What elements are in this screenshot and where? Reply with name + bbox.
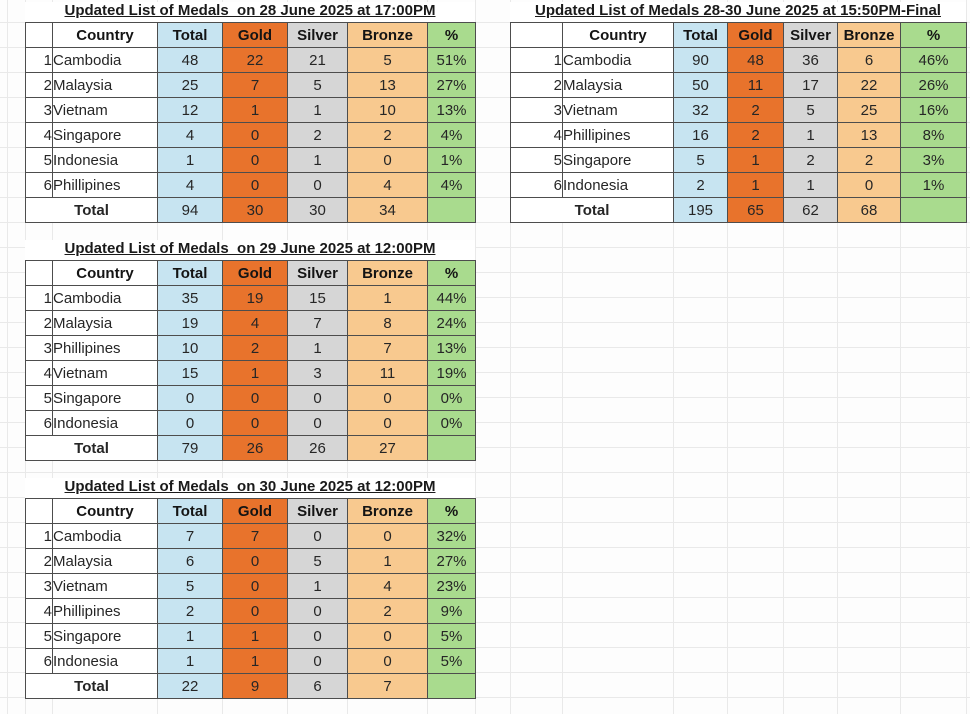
header-total[interactable]: Total [158,261,223,286]
cell-silver[interactable]: 36 [784,48,838,73]
cell-total[interactable]: 6 [158,549,223,574]
medal-table-28-30-june-final [510,22,967,223]
header-bronze[interactable]: Bronze [348,499,428,524]
cell-percent[interactable]: 1% [428,148,476,173]
cell-total[interactable]: 4 [158,123,223,148]
medal-table-28-june [25,22,476,223]
cell-country[interactable]: Singapore [563,148,674,173]
header-gold[interactable]: Gold [728,23,784,48]
cell-total[interactable]: 15 [158,361,223,386]
total-row [511,198,967,223]
cell-total[interactable]: 4 [158,173,223,198]
header-total[interactable]: Total [158,499,223,524]
cell-country[interactable]: Singapore [53,123,158,148]
cell-rank[interactable]: 2 [511,73,563,98]
cell-rank[interactable]: 1 [511,48,563,73]
medal-table-29-june [25,260,476,461]
table-row [26,524,476,549]
cell-percent[interactable]: 19% [428,361,476,386]
cell-bronze[interactable]: 1 [348,549,428,574]
cell-rank[interactable]: 3 [26,574,53,599]
header-row [26,499,476,524]
table-row [26,599,476,624]
header-percent[interactable]: % [901,23,967,48]
cell-silver[interactable]: 0 [288,173,348,198]
header-row [26,23,476,48]
table-row [511,48,967,73]
cell-rank[interactable]: 4 [26,123,53,148]
table-row [26,48,476,73]
cell-total[interactable]: 19 [158,311,223,336]
cell-bronze[interactable]: 25 [838,98,901,123]
cell-bronze[interactable]: 0 [348,649,428,674]
cell-total[interactable]: 2 [158,599,223,624]
total-bronze[interactable]: 34 [348,198,428,223]
cell-total[interactable]: 90 [674,48,728,73]
cell-rank[interactable]: 3 [511,98,563,123]
medal-table-section-30-june [25,478,475,699]
table-row [511,148,967,173]
table-title[interactable]: Updated List of Medals 28-30 June 2025 at 15:50PM-Final [535,2,941,19]
cell-bronze[interactable]: 22 [838,73,901,98]
total-gold[interactable]: 9 [223,674,288,699]
cell-gold[interactable]: 0 [223,386,288,411]
medal-table-section-28-30-june-final [510,2,966,223]
cell-country[interactable]: Singapore [53,386,158,411]
cell-total[interactable]: 0 [158,411,223,436]
cell-percent[interactable]: 46% [901,48,967,73]
cell-silver[interactable]: 15 [288,286,348,311]
header-total[interactable]: Total [158,23,223,48]
total-label[interactable]: Total [26,198,158,223]
cell-bronze[interactable]: 13 [348,73,428,98]
header-total[interactable]: Total [674,23,728,48]
table-row [511,73,967,98]
cell-rank[interactable]: 5 [26,624,53,649]
cell-gold[interactable]: 1 [223,98,288,123]
cell-rank[interactable]: 4 [511,123,563,148]
cell-percent[interactable]: 51% [428,48,476,73]
table-row [511,123,967,148]
cell-gold[interactable]: 0 [223,173,288,198]
header-country[interactable]: Country [53,499,158,524]
header-silver[interactable]: Silver [288,261,348,286]
cell-total[interactable]: 35 [158,286,223,311]
header-percent[interactable]: % [428,499,476,524]
cell-gold[interactable]: 19 [223,286,288,311]
cell-silver[interactable]: 0 [288,386,348,411]
cell-gold[interactable]: 0 [223,574,288,599]
cell-country[interactable]: Phillipines [53,599,158,624]
cell-percent[interactable]: 4% [428,123,476,148]
cell-rank[interactable]: 1 [26,524,53,549]
cell-total[interactable]: 25 [158,73,223,98]
cell-country[interactable]: Cambodia [53,286,158,311]
table-row [26,386,476,411]
cell-percent[interactable]: 13% [428,336,476,361]
total-percent[interactable] [901,198,967,223]
cell-total[interactable]: 50 [674,73,728,98]
cell-country[interactable]: Malaysia [53,311,158,336]
total-silver[interactable]: 26 [288,436,348,461]
header-country[interactable]: Country [563,23,674,48]
header-gold[interactable]: Gold [223,23,288,48]
total-silver[interactable]: 30 [288,198,348,223]
cell-percent[interactable]: 23% [428,574,476,599]
cell-bronze[interactable]: 2 [348,123,428,148]
table-row [26,649,476,674]
cell-bronze[interactable]: 0 [348,624,428,649]
cell-bronze[interactable]: 8 [348,311,428,336]
cell-gold[interactable]: 0 [223,123,288,148]
cell-country[interactable]: Phillipines [53,173,158,198]
cell-country[interactable]: Indonesia [53,148,158,173]
cell-country[interactable]: Singapore [53,624,158,649]
total-gold[interactable]: 65 [728,198,784,223]
total-row [26,436,476,461]
cell-total[interactable]: 32 [674,98,728,123]
cell-bronze[interactable]: 0 [348,148,428,173]
cell-country[interactable]: Cambodia [53,48,158,73]
cell-country[interactable]: Indonesia [563,173,674,198]
cell-country[interactable]: Malaysia [53,73,158,98]
table-title[interactable]: Updated List of Medals on 29 June 2025 at 12:00PM [64,240,436,257]
cell-gold[interactable]: 2 [728,123,784,148]
total-bronze[interactable]: 68 [838,198,901,223]
cell-percent[interactable]: 0% [428,411,476,436]
total-bronze[interactable]: 7 [348,674,428,699]
cell-rank[interactable]: 5 [26,386,53,411]
table-row [511,173,967,198]
cell-silver[interactable]: 2 [784,148,838,173]
cell-total[interactable]: 16 [674,123,728,148]
corner-cell[interactable] [26,499,53,524]
cell-percent[interactable]: 8% [901,123,967,148]
cell-total[interactable]: 1 [158,624,223,649]
total-percent[interactable] [428,198,476,223]
header-bronze[interactable]: Bronze [838,23,901,48]
table-row [26,73,476,98]
cell-rank[interactable]: 3 [26,336,53,361]
cell-bronze[interactable]: 4 [348,574,428,599]
cell-bronze[interactable]: 0 [348,386,428,411]
cell-percent[interactable]: 24% [428,311,476,336]
cell-country[interactable]: Vietnam [53,98,158,123]
cell-percent[interactable]: 3% [901,148,967,173]
cell-silver[interactable]: 3 [288,361,348,386]
cell-rank[interactable]: 6 [26,173,53,198]
total-row [26,198,476,223]
table-row [26,624,476,649]
header-country[interactable]: Country [53,261,158,286]
total-total[interactable]: 79 [158,436,223,461]
table-row [26,148,476,173]
cell-bronze[interactable]: 4 [348,173,428,198]
total-row [26,674,476,699]
cell-silver[interactable]: 5 [784,98,838,123]
table-row [26,574,476,599]
cell-percent[interactable]: 13% [428,98,476,123]
cell-silver[interactable]: 7 [288,311,348,336]
cell-gold[interactable]: 22 [223,48,288,73]
header-silver[interactable]: Silver [288,499,348,524]
medal-table-30-june [25,498,476,699]
cell-country[interactable]: Cambodia [53,524,158,549]
cell-silver[interactable]: 1 [288,148,348,173]
cell-bronze[interactable]: 10 [348,98,428,123]
cell-bronze[interactable]: 2 [348,599,428,624]
cell-total[interactable]: 10 [158,336,223,361]
cell-silver[interactable]: 0 [288,524,348,549]
cell-gold[interactable]: 0 [223,411,288,436]
cell-country[interactable]: Cambodia [563,48,674,73]
cell-silver[interactable]: 1 [784,123,838,148]
total-label[interactable]: Total [26,674,158,699]
cell-bronze[interactable]: 11 [348,361,428,386]
cell-total[interactable]: 2 [674,173,728,198]
cell-percent[interactable]: 0% [428,386,476,411]
total-silver[interactable]: 62 [784,198,838,223]
total-total[interactable]: 22 [158,674,223,699]
cell-country[interactable]: Malaysia [53,549,158,574]
cell-gold[interactable]: 1 [728,148,784,173]
cell-total[interactable]: 5 [158,574,223,599]
header-bronze[interactable]: Bronze [348,23,428,48]
cell-percent[interactable]: 16% [901,98,967,123]
header-gold[interactable]: Gold [223,499,288,524]
header-silver[interactable]: Silver [288,23,348,48]
cell-silver[interactable]: 1 [288,336,348,361]
cell-percent[interactable]: 26% [901,73,967,98]
cell-silver[interactable]: 5 [288,73,348,98]
cell-silver[interactable]: 1 [288,574,348,599]
cell-silver[interactable]: 1 [784,173,838,198]
cell-percent[interactable]: 9% [428,599,476,624]
total-gold[interactable]: 26 [223,436,288,461]
cell-country[interactable]: Malaysia [563,73,674,98]
total-bronze[interactable]: 27 [348,436,428,461]
cell-country[interactable]: Indonesia [53,411,158,436]
total-gold[interactable]: 30 [223,198,288,223]
table-row [26,411,476,436]
corner-cell[interactable] [511,23,563,48]
cell-rank[interactable]: 3 [26,98,53,123]
cell-total[interactable]: 1 [158,649,223,674]
medal-table-section-28-june [25,2,475,223]
cell-silver[interactable]: 0 [288,599,348,624]
cell-bronze[interactable]: 5 [348,48,428,73]
cell-gold[interactable]: 48 [728,48,784,73]
cell-total[interactable]: 5 [674,148,728,173]
cell-bronze[interactable]: 0 [838,173,901,198]
table-row [26,336,476,361]
total-total[interactable]: 94 [158,198,223,223]
medal-table-section-29-june [25,240,475,461]
cell-percent[interactable]: 27% [428,549,476,574]
cell-rank[interactable]: 1 [26,286,53,311]
table-row [26,286,476,311]
cell-bronze[interactable]: 6 [838,48,901,73]
cell-silver[interactable]: 17 [784,73,838,98]
cell-country[interactable]: Phillipines [563,123,674,148]
cell-bronze[interactable]: 7 [348,336,428,361]
cell-rank[interactable]: 5 [511,148,563,173]
cell-bronze[interactable]: 1 [348,286,428,311]
cell-silver[interactable]: 5 [288,549,348,574]
cell-rank[interactable]: 6 [26,649,53,674]
table-title[interactable]: Updated List of Medals on 30 June 2025 at 12:00PM [64,478,436,495]
cell-total[interactable]: 1 [158,148,223,173]
cell-country[interactable]: Vietnam [563,98,674,123]
cell-gold[interactable]: 2 [728,98,784,123]
cell-silver[interactable]: 21 [288,48,348,73]
total-percent[interactable] [428,436,476,461]
cell-country[interactable]: Indonesia [53,649,158,674]
cell-gold[interactable]: 7 [223,524,288,549]
cell-percent[interactable]: 27% [428,73,476,98]
total-total[interactable]: 195 [674,198,728,223]
total-percent[interactable] [428,674,476,699]
header-row [26,261,476,286]
cell-total[interactable]: 7 [158,524,223,549]
total-label[interactable]: Total [26,436,158,461]
cell-gold[interactable]: 1 [223,624,288,649]
table-row [26,123,476,148]
cell-silver[interactable]: 1 [288,98,348,123]
header-gold[interactable]: Gold [223,261,288,286]
cell-rank[interactable]: 1 [26,48,53,73]
cell-silver[interactable]: 0 [288,649,348,674]
cell-percent[interactable]: 44% [428,286,476,311]
corner-cell[interactable] [26,23,53,48]
table-row [26,311,476,336]
cell-bronze[interactable]: 13 [838,123,901,148]
table-row [26,361,476,386]
table-row [26,98,476,123]
cell-gold[interactable]: 2 [223,336,288,361]
cell-country[interactable]: Vietnam [53,361,158,386]
cell-gold[interactable]: 11 [728,73,784,98]
cell-gold[interactable]: 1 [223,361,288,386]
corner-cell[interactable] [26,261,53,286]
cell-total[interactable]: 12 [158,98,223,123]
cell-total[interactable]: 0 [158,386,223,411]
total-label[interactable]: Total [511,198,674,223]
cell-gold[interactable]: 4 [223,311,288,336]
cell-rank[interactable]: 4 [26,599,53,624]
cell-percent[interactable]: 5% [428,624,476,649]
cell-rank[interactable]: 2 [26,311,53,336]
cell-gold[interactable]: 0 [223,549,288,574]
cell-silver[interactable]: 0 [288,624,348,649]
cell-rank[interactable]: 2 [26,73,53,98]
cell-gold[interactable]: 0 [223,148,288,173]
cell-total[interactable]: 48 [158,48,223,73]
header-country[interactable]: Country [53,23,158,48]
header-percent[interactable]: % [428,23,476,48]
cell-rank[interactable]: 6 [511,173,563,198]
cell-bronze[interactable]: 0 [348,411,428,436]
cell-rank[interactable]: 4 [26,361,53,386]
cell-gold[interactable]: 7 [223,73,288,98]
header-row [511,23,967,48]
cell-silver[interactable]: 0 [288,411,348,436]
cell-rank[interactable]: 5 [26,148,53,173]
total-silver[interactable]: 6 [288,674,348,699]
cell-bronze[interactable]: 0 [348,524,428,549]
cell-percent[interactable]: 1% [901,173,967,198]
cell-percent[interactable]: 4% [428,173,476,198]
cell-bronze[interactable]: 2 [838,148,901,173]
cell-country[interactable]: Vietnam [53,574,158,599]
cell-rank[interactable]: 6 [26,411,53,436]
header-silver[interactable]: Silver [784,23,838,48]
cell-country[interactable]: Phillipines [53,336,158,361]
cell-percent[interactable]: 5% [428,649,476,674]
table-row [26,173,476,198]
cell-gold[interactable]: 1 [728,173,784,198]
table-row [511,98,967,123]
cell-gold[interactable]: 0 [223,599,288,624]
cell-gold[interactable]: 1 [223,649,288,674]
cell-percent[interactable]: 32% [428,524,476,549]
header-percent[interactable]: % [428,261,476,286]
cell-rank[interactable]: 2 [26,549,53,574]
table-row [26,549,476,574]
header-bronze[interactable]: Bronze [348,261,428,286]
cell-silver[interactable]: 2 [288,123,348,148]
table-title[interactable]: Updated List of Medals on 28 June 2025 at 17:00PM [64,2,436,19]
